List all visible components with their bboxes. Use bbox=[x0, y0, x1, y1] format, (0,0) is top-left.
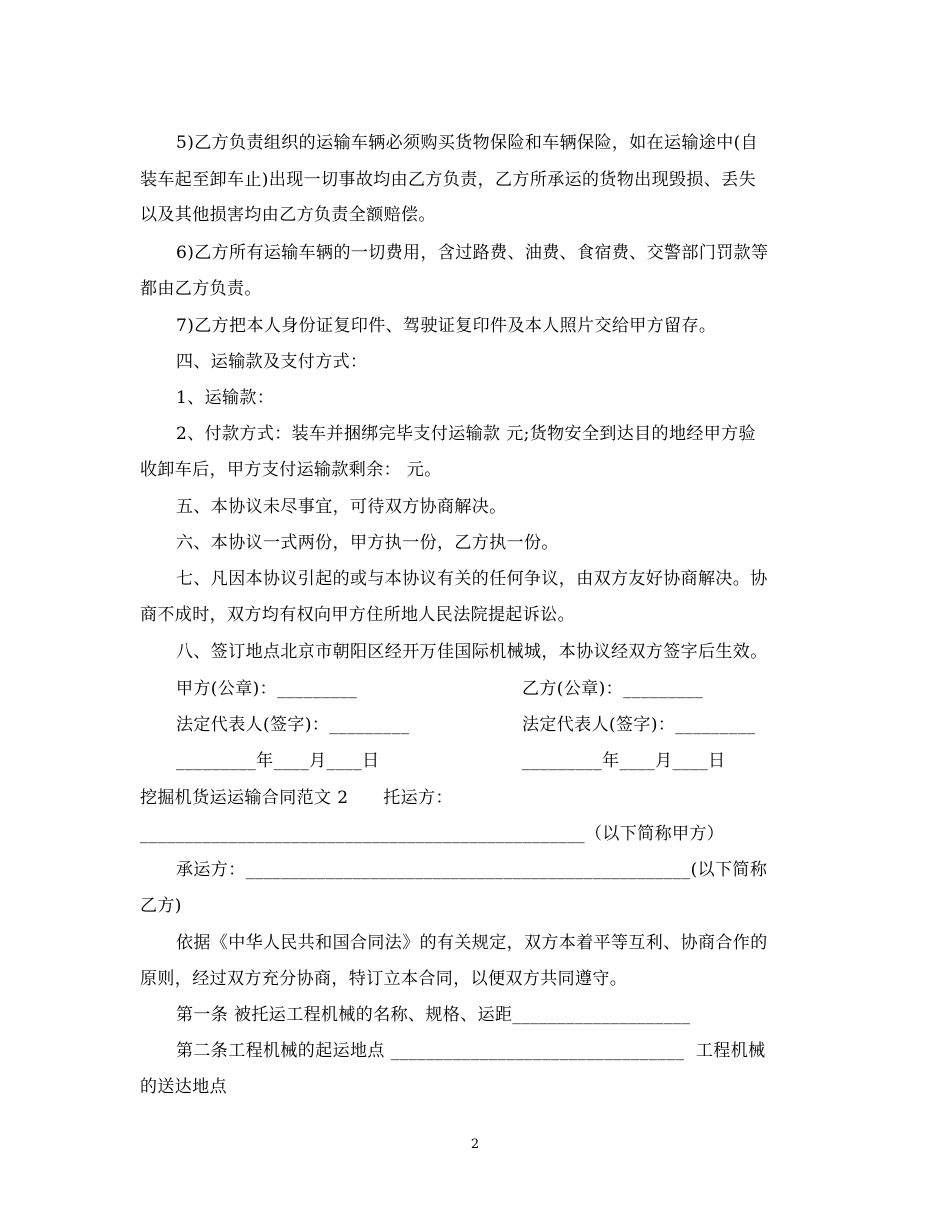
carrier-line: 承运方：__________________________________________________(以下简称 bbox=[176, 860, 768, 880]
paragraph-line: 7)乙方把本人身份证复印件、驾驶证复印件及本人照片交给甲方留存。 bbox=[176, 316, 717, 336]
paragraph-line: 五、本协议未尽事宜，可待双方协商解决。 bbox=[176, 497, 507, 517]
paragraph-line: 八、签订地点北京市朝阳区经开万佳国际机械城，本协议经双方签字后生效。 bbox=[176, 642, 768, 662]
section-heading: 四、运输款及支付方式： bbox=[176, 352, 368, 372]
paragraph-line: 收卸车后，甲方支付运输款剩余： 元。 bbox=[140, 460, 442, 480]
paragraph-line: 七、凡因本协议引起的或与本协议有关的任何争议，由双方友好协商解决。协 bbox=[176, 569, 768, 589]
article-line-cont: 的送达地点 bbox=[140, 1077, 227, 1097]
party-b-representative-line: 法定代表人(签字)：_________ bbox=[522, 715, 756, 735]
paragraph-line: 以及其他损害均由乙方负责全额赔偿。 bbox=[140, 205, 436, 225]
consignor-line: __________________________________________________（以下简称甲方） bbox=[140, 824, 725, 844]
article-line: 第二条工程机械的起运地点 _________________________________ 工程机械 bbox=[176, 1041, 766, 1061]
party-a-representative-line: 法定代表人(签字)：_________ bbox=[176, 715, 410, 735]
paragraph-line: 原则，经过双方充分协商，特订立本合同，以便双方共同遵守。 bbox=[140, 969, 628, 989]
article-line: 第一条 被托运工程机械的名称、规格、运距____________________ bbox=[176, 1005, 691, 1025]
paragraph-line: 2、付款方式：装车并捆绑完毕支付运输款 元;货物安全到达目的地经甲方验 bbox=[176, 424, 756, 444]
paragraph-line: 1、运输款： bbox=[176, 388, 275, 408]
party-b-date-line: _________年____月____日 bbox=[522, 751, 726, 771]
paragraph-line: 商不成时，双方均有权向甲方住所地人民法院提起诉讼。 bbox=[140, 605, 575, 625]
party-a-date-line: _________年____月____日 bbox=[176, 751, 380, 771]
paragraph-line: 依据《中华人民共和国合同法》的有关规定，双方本着平等互利、协商合作的 bbox=[176, 933, 768, 953]
paragraph-line: 装车起至卸车止)出现一切事故均由乙方负责，乙方所承运的货物出现毁损、丢失 bbox=[140, 170, 757, 190]
carrier-line-cont: 乙方) bbox=[140, 896, 182, 916]
paragraph-line: 六、本协议一式两份，甲方执一份，乙方执一份。 bbox=[176, 533, 559, 553]
paragraph-line: 5)乙方负责组织的运输车辆必须购买货物保险和车辆保险，如在运输途中(自 bbox=[176, 133, 759, 153]
party-b-seal-line: 乙方(公章)：_________ bbox=[522, 679, 704, 699]
party-a-seal-line: 甲方(公章)：_________ bbox=[176, 679, 358, 699]
contract-title-line: 挖掘机货运运输合同范文 2 托运方： bbox=[140, 788, 453, 808]
paragraph-line: 6)乙方所有运输车辆的一切费用，含过路费、油费、食宿费、交警部门罚款等 bbox=[176, 243, 769, 263]
page-number: 2 bbox=[470, 1137, 480, 1152]
paragraph-line: 都由乙方负责。 bbox=[140, 279, 262, 299]
